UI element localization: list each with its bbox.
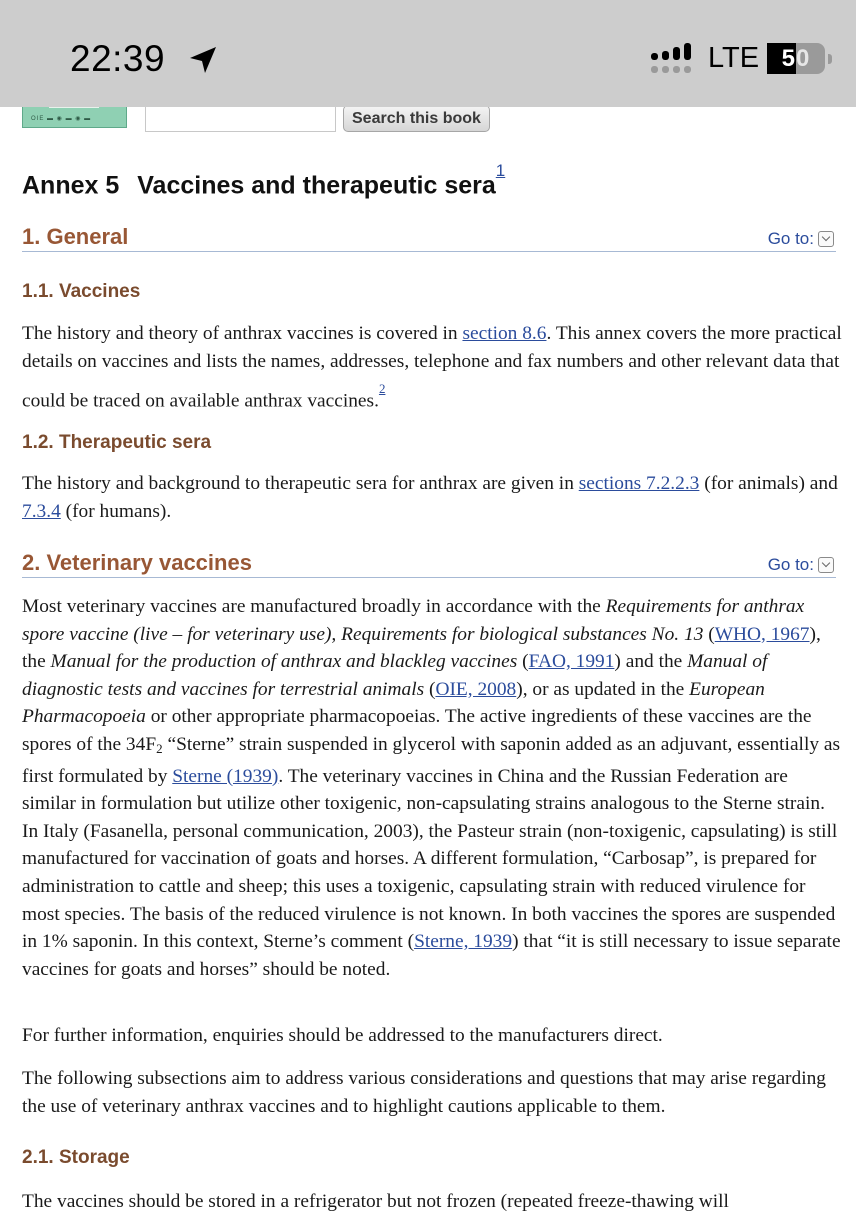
chevron-down-icon[interactable]: [818, 557, 834, 573]
publisher-logos: OIE ▬ ◉ ▬ ◉ ▬: [31, 116, 92, 122]
link-section-8-6[interactable]: section 8.6: [462, 323, 547, 344]
link-who-1967[interactable]: WHO, 1967: [714, 623, 810, 645]
section-heading-veterinary-vaccines: [22, 548, 836, 578]
link-sterne-1939[interactable]: Sterne (1939): [172, 765, 279, 787]
subsection-heading-vaccines: 1.1. Vaccines: [22, 281, 141, 302]
battery-tip: [828, 54, 832, 64]
chevron-down-icon[interactable]: [818, 231, 834, 247]
network-type: LTE: [708, 42, 760, 74]
goto-menu[interactable]: [768, 555, 834, 575]
footnote-link-1[interactable]: 1: [495, 161, 506, 180]
paragraph-veterinary-vaccines: Most veterinary vaccines are manufactured broadly in accordance with the Requirements for anthrax spore vaccine (live – for veterinary use), Requirements for biological substances No. 13 (WHO, 1967), the Manual for the production of anthrax and blackleg vaccines (FAO, 1991) and the Manual of diagnostic tests and vaccines for terrestrial animals (OIE, 2008), or as updated in the European Pharmacopoeia or other appropriate pharmacopoeias. The active ingredients of these vaccines are the spores of the $34F_2$ “Sterne” strain suspended in glycerol with saponin added as an adjuvant, essentially as first formulated by Sterne (1939). The veterinary vaccines in China and the Russian Federation are similar in formulation but utilize other toxigenic, non-capsulating strains analogous to the Sterne strain. In Italy (Fasanella, personal communication, 2003), the Pasteur strain (non-toxigenic, capsulating) is still manufactured for vaccination of goats and horses. A different formulation, “Carbosap”, is prepared for administration to cattle and sheep; this uses a toxigenic, capsulating strain with reduced virulence for most species. The basis of the reduced virulence is not known. In both vaccines the spores are suspended in 1% saponin. In this context, Sterne’s comment (Sterne, 1939) that “it is still necessary to issue separate vaccines for goats and horses” should be noted.: [22, 596, 841, 980]
annex-label: Annex 5: [22, 171, 120, 200]
subsection-heading-storage: 2.1. Storage: [22, 1147, 130, 1168]
goto-menu[interactable]: [768, 229, 834, 249]
link-oie-2008[interactable]: OIE, 2008: [435, 678, 517, 700]
link-7-3-4[interactable]: 7.3.4: [22, 500, 61, 522]
section-heading-general: [22, 222, 836, 252]
battery-icon: [767, 43, 825, 74]
link-fao-1991[interactable]: FAO, 1991: [528, 651, 615, 673]
link-sections-7-2-2-3[interactable]: sections 7.2.2.3: [578, 473, 700, 494]
page-title: [22, 161, 505, 200]
subsection-heading-therapeutic-sera: 1.2. Therapeutic sera: [22, 432, 212, 453]
paragraph-therapeutic-sera: The history and background to therapeutic sera for anthrax are given in sections 7.2.2.3 (for animals) and 7.3.4 (for humans).: [22, 473, 838, 522]
paragraph-vaccines: The history and theory of anthrax vaccines is covered in section 8.6. This annex covers the more practical details on vaccines and lists the names, addresses, telephone and fax numbers and other relevant data that could be traced on available anthrax vaccines.$^{^2}$: [22, 323, 842, 412]
location-arrow-icon: [187, 44, 219, 76]
paragraph-further-information: For further information, enquiries should be addressed to the manufacturers direct.: [22, 1025, 663, 1046]
link-sterne-1939-citation[interactable]: Sterne, 1939: [414, 931, 513, 953]
search-book-button[interactable]: Search this book: [343, 105, 490, 132]
status-bar: [0, 0, 856, 107]
goto-label: Go to:: [767, 555, 814, 574]
goto-label: Go to:: [767, 229, 814, 248]
paragraph-subsections-intro: The following subsections aim to address various considerations and questions that may arise regarding the use of veterinary anthrax vaccines and to highlight cautions applicable to them.: [22, 1068, 826, 1117]
section-title: 2. Veterinary vaccines: [22, 550, 252, 575]
section-title: 1. General: [22, 224, 129, 249]
clock: 22:39: [70, 38, 166, 79]
footnote-link-2[interactable]: 2: [378, 381, 386, 397]
battery-percent: 50: [781, 45, 811, 72]
paragraph-storage: The vaccines should be stored in a refrigerator but not frozen (repeated freeze-thawing will: [22, 1191, 729, 1212]
annex-title: Vaccines and therapeutic sera: [137, 171, 496, 200]
cellular-signal-icon: [651, 43, 695, 76]
